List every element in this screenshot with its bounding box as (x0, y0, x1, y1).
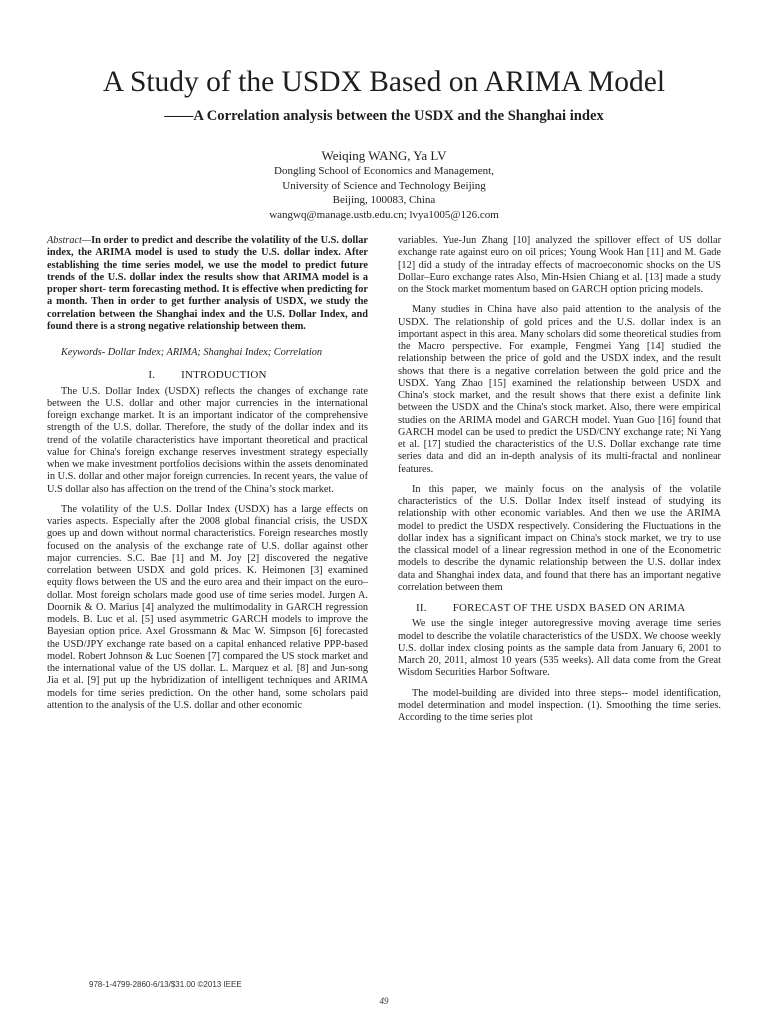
affiliation-university: University of Science and Technology Beijing (282, 179, 486, 192)
copyright-footer: 978-1-4799-2860-6/13/$31.00 ©2013 IEEE (89, 980, 242, 989)
section-number: I. (148, 369, 156, 382)
paragraph: The model-building are divided into three steps-- model identification, model determination and model inspection. (1). Smoothing the time series. According to the time series plot (398, 687, 721, 723)
affiliation-emails: wangwq@manage.ustb.edu.cn; lvya1005@126.com (269, 208, 499, 221)
paragraph: variables. Yue-Jun Zhang [10] analyzed the spillover effect of US dollar exchange rate against euro on oil prices; Young Wook Han [11] and M. Gade [12] did a study of the intraday effects of macroeconomic shocks on the US Dollar–Euro exchange rates Also, Min-Hsien Chiang et al. [13] made a study on the Stock market momentum based on GARCH option pricing models. (398, 235, 721, 295)
paragraph: Many studies in China have also paid attention to the analysis of the USDX. The relationship of gold prices and the U.S. dollar index is an important aspect in this area. Many scholars did some theoretical studies from the Macro perspective. For example, Fengmei Yang [14] studied the relationship between the price of gold and the USDX index, and the result shows that there is a negative correlation between the gold price and the USDX. Yang Zhao [15] examined the relationship between USDX and China's stock market, and the result shows that there exist a definite link between the USDX and the China's stock market. Also, there were empirical studies on the ARIMA model and GARCH model. Yuan Guo [16] found that GARCH model can be used to predict the USD/CNY exchange rate; Ni Yang et al. [17] studied the characteristics of the U.S. Dollar exchange rate time series data and did an in-depth analysis of its multi-fractal and nonlinear features. (398, 304, 721, 475)
abstract-text: In order to predict and describe the volatility of the U.S. dollar index, the ARIMA model is used to study the U.S. dollar index. After establishing the time series model, we use the model to predict future trends of the U.S. dollar index the results show that ARIMA model is a proper short- term forecasting method. It is effective when predicting for a month. Then in order to get further analysis of USDX, we study the correlation between the Shanghai index and the U.S. Dollar Index, and found there is a strong negative relationship between them. (47, 235, 368, 332)
affiliation-school: Dongling School of Economics and Management, (274, 165, 494, 177)
paper-title: A Study of the USDX Based on ARIMA Model (102, 66, 666, 98)
paragraph: We use the single integer autoregressive moving average time series model to describe the volatile characteristics of the USDX. We choose weekly U.S. dollar index closing points as the sample data from January 6, 2001 to March 20, 2011, almost 10 years (535 weeks). All data come from the Great Wisdom Securities Harbor Software. (398, 618, 721, 679)
section-heading-introduction (47, 369, 368, 381)
section-heading-forecast (398, 602, 721, 614)
left-column (47, 235, 368, 720)
section-number: II. (416, 602, 427, 614)
abstract-label: Abstract— (47, 235, 92, 246)
abstract (47, 235, 368, 333)
keywords: Keywords- Dollar Index; ARIMA; Shanghai Index; Correlation (61, 347, 322, 358)
affiliation-city: Beijing, 100083, China (332, 194, 436, 207)
paragraph: The U.S. Dollar Index (USDX) reflects the changes of exchange rate between the U.S. dollar and other major currencies in the international foreign exchange market. It is an important indicator of the comprehensive strength of the U.S. dollar. Therefore, the study of the dollar index and its trend of the volatile characteristics have important theoretical and practical value for China's foreign exchange reserves investment strategy especially when we make investment portfolios decisions within the assets denominated in U.S. dollar and other major foreign currencies. In recent years, the value of U.S dollar also has affection on the trend of the China’s stock market. (47, 385, 368, 495)
section-title: FORECAST OF THE USDX BASED ON ARIMA (452, 602, 686, 614)
page-number: 49 (379, 996, 389, 1006)
authors: Weiqing WANG, Ya LV (321, 148, 447, 163)
paragraph: In this paper, we mainly focus on the analysis of the volatile characteristics of the U.S. Dollar Index itself instead of studying its relationship with other economic variables. And then we use the ARIMA model to predict the USDX respectively. Considering the Fluctuations in the dollar index has a significant impact on China's stock market, we try to use the classical model of a linear regression method in one of the Econometric models to describe the dynamic relationship between the U.S. dollar index data and Shanghai index data, and found that there has an important negative correlation between them (398, 483, 721, 593)
affiliation-block (0, 164, 768, 222)
section-title: INTRODUCTION (181, 369, 267, 382)
right-column (398, 235, 721, 732)
paper-subtitle: ——A Correlation analysis between the USDX and the Shanghai index (164, 108, 604, 124)
paragraph: The volatility of the U.S. Dollar Index (USDX) has a large effects on varies aspects. Especially after the 2008 global financial crisis, the USDX goes up and down without normal characteristics. Foreign researches mostly focused on the analysis of the exchange rate of U.S. dollar against other major currencies. S.C. Bae [1] and M. Joy [2] discovered the negative correlation between USDX and gold prices. K. Heimonen [3] examined equity flows between the US and the euro area and their impact on the euro–dollar. Most foreign scholars made good use of time series model. Jurgen A. Doornik & O. Marius [4] analyzed the multimodality in GARCH regression models. B. Luc et al. [5] used asymmetric GARCH models to improve the Bayesian option price. Axel Grossmann & Mac W. Simpson [6] forecasted the USD/JPY exchange rate based on a capital enhanced relative PPP-based model. Robert Johnson & Luc Soenen [7] compared the US stock market and the international value of the US dollar. L. Marquez et al. [8] and Jun-song Jia et al. [9] put up the hybridization of intelligent techniques and ARIMA models for time series prediction. On the other hand, some scholars paid attention to the analysis of the U.S. dollar and other economic (47, 503, 368, 711)
